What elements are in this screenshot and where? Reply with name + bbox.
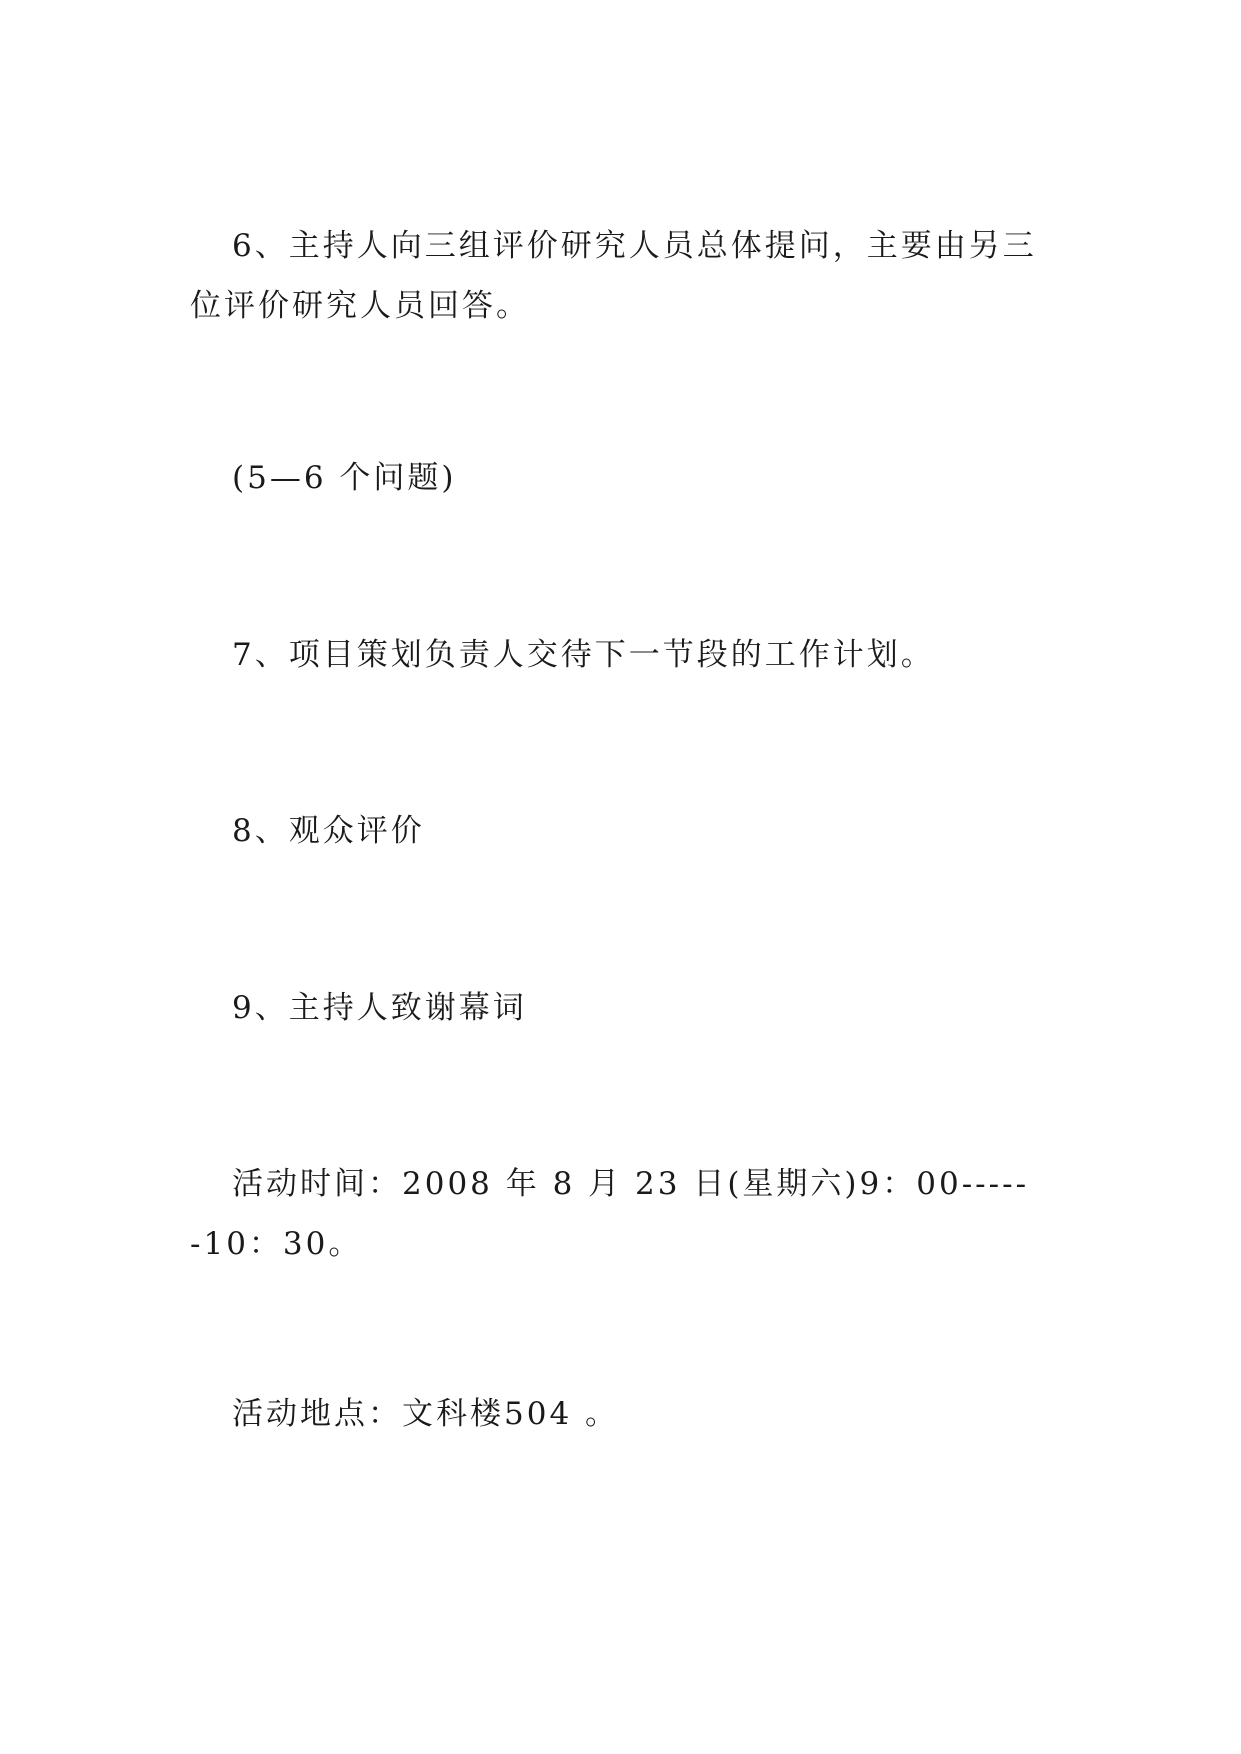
question-count-note: (5—6 个问题) [232,460,457,496]
agenda-item-6: 6、主持人向三组评价研究人员总体提问，主要由另三位评价研究人员回答。 [190,228,1037,324]
event-time: 活动时间：2008 年 8 月 23 日(星期六)9：00------10：30。 [190,1166,1030,1262]
agenda-item-8: 8、观众评价 [232,813,425,849]
event-location: 活动地点：文科楼504 。 [232,1396,620,1432]
agenda-item-9: 9、主持人致谢幕词 [232,990,527,1026]
agenda-item-7: 7、项目策划负责人交待下一节段的工作计划。 [232,637,935,673]
